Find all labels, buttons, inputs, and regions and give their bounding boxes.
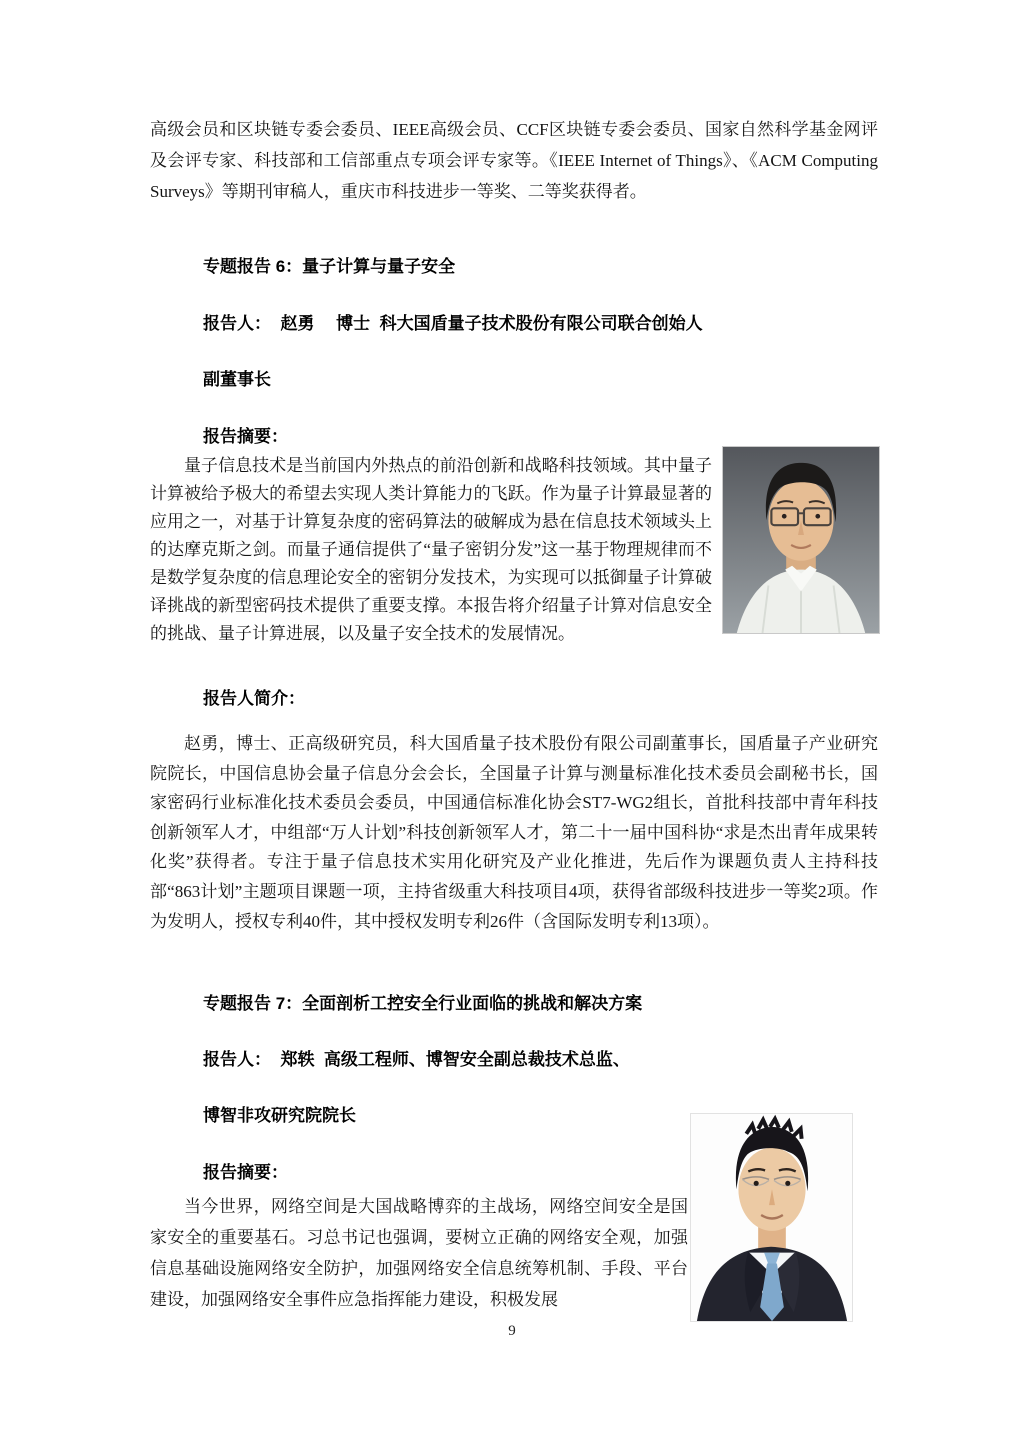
speaker2-portrait-photo <box>690 1113 853 1322</box>
section6-bio: 赵勇，博士、正高级研究员，科大国盾量子技术股份有限公司副董事长，国盾量子产业研究院院长，中国信息协会量子信息分会会长，全国量子计算与测量标准化技术委员会副秘书长，国家密码行业标准化技术委员会委员，中国通信标准化协会ST7-WG2组长，首批科技部中青年科技创新领军人才，中组部“万人计划”科技创新领军人才，第二十一届中国科协“求是杰出青年成果转化奖”获得者。专注于量子信息技术实用化研究及产业化推进，先后作为课题负责人主持科技部“863计划”主题项目课题一项，主持省级重大科技项目4项，获得省部级科技进步一等奖2项。作为发明人，授权专利40件，其中授权发明专利26件（含国际发明专利13项）。 <box>150 734 878 931</box>
portrait-eye-left <box>782 514 787 519</box>
section7-abstract: 当今世界，网络空间是大国战略博弈的主战场，网络空间安全是国家安全的重要基石。习总书记也强调，要树立正确的网络安全观，加强信息基础设施网络安全防护，加强网络安全信息统筹机制、手段、平台建设，加强网络安全事件应急指挥能力建设，积极发展 <box>150 1197 688 1309</box>
section6-heading: 专题报告 6：量子计算与量子安全 <box>203 257 456 276</box>
continuation-paragraph: 高级会员和区块链专委会委员、IEEE高级会员、CCF区块链专委会委员、国家自然科学基金网评及会评专家、科技部和工信部重点专项会评专家等。《IEEE Internet of Things》、《ACM Computing Surveys》等期刊审稿人，重庆市科技进步一等奖、二等奖获得者。 <box>150 120 878 201</box>
section7-reporter-title2: 博智非攻研究院院长 <box>203 1106 356 1125</box>
section6-abstract: 量子信息技术是当前国内外热点的前沿创新和战略科技领域。其中量子计算被给予极大的希望去实现人类计算能力的飞跃。作为量子计算最显著的应用之一，对基于计算复杂度的密码算法的破解成为悬在信息技术领域头上的达摩克斯之剑。而量子通信提供了“量子密钥分发”这一基于物理规律而不是数学复杂度的信息理论安全的密钥分发技术，为实现可以抵御量子计算破译挑战的新型密码技术提供了重要支撑。本报告将介绍量子计算对信息安全的挑战、量子计算进展，以及量子安全技术的发展情况。 <box>150 456 712 643</box>
section6-reporter-line: 报告人： 赵勇 博士 科大国盾量子技术股份有限公司联合创始人 <box>203 314 703 333</box>
page-number: 9 <box>508 1323 516 1339</box>
section6-bio-label: 报告人简介： <box>203 689 305 708</box>
speaker1-portrait-photo <box>722 446 880 634</box>
section7-abstract-label: 报告摘要： <box>203 1163 288 1182</box>
section7-reporter-line: 报告人： 郑轶 高级工程师、博智安全副总裁技术总监、 <box>203 1050 630 1069</box>
speaker2-portrait-illustration <box>691 1114 852 1321</box>
section6-reporter-title2: 副董事长 <box>203 370 271 389</box>
portrait-eye-right <box>815 514 820 519</box>
speaker1-portrait-illustration <box>723 447 879 633</box>
section7-heading: 专题报告 7：全面剖析工控安全行业面临的挑战和解决方案 <box>203 994 643 1013</box>
portrait-eye-left <box>754 1181 759 1186</box>
portrait-eye-right <box>785 1181 790 1186</box>
section6-abstract-label: 报告摘要： <box>203 427 288 446</box>
